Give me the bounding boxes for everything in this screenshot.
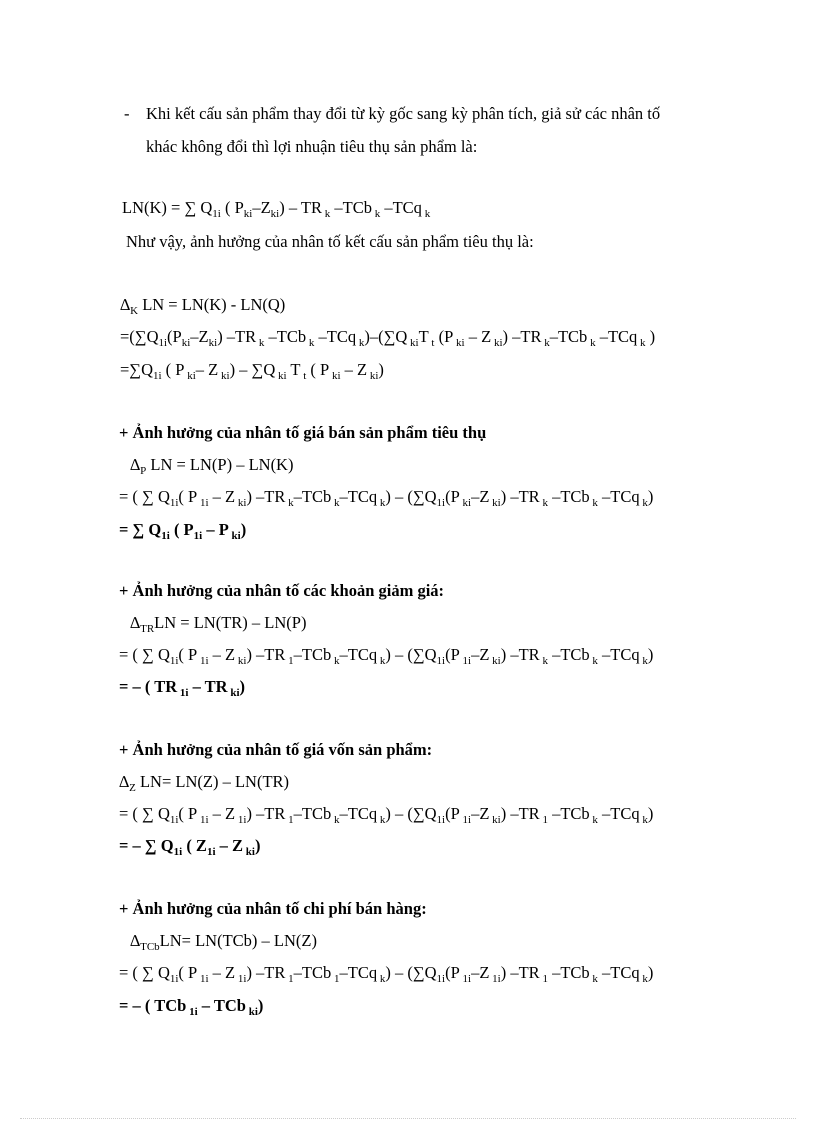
formula-text: –TCb: [264, 327, 307, 346]
formula-subscript: 1i: [169, 655, 179, 667]
formula-cost-delta: [119, 772, 289, 792]
formula-price-delta: [130, 455, 293, 475]
formula-text: = ( ∑ Q: [119, 804, 170, 823]
formula-text: LN = LN(P) – LN(K): [146, 455, 294, 474]
formula-text: ) –TR: [500, 804, 540, 823]
formula-text: ): [378, 360, 384, 379]
formula-price-result: [119, 520, 246, 540]
formula-discount-expansion: [119, 645, 653, 665]
formula-subscript: ki: [270, 208, 280, 220]
formula-text: = – ( TR: [119, 677, 178, 696]
formula-text: ): [647, 963, 654, 982]
heading-cost-effect: + Ảnh hưởng của nhân tố giá vốn sản phẩm:: [119, 740, 433, 759]
formula-subscript: k: [639, 814, 648, 826]
formula-selling-result: [119, 996, 263, 1016]
formula-text: ) – TR: [279, 198, 322, 217]
formula-text: T: [418, 327, 429, 346]
formula-text: ( P: [178, 645, 198, 664]
formula-text: ): [647, 487, 654, 506]
formula-subscript: TR: [140, 623, 155, 635]
formula-subscript: 1i: [197, 497, 209, 509]
formula-subscript: k: [256, 337, 265, 349]
formula-text: =(∑Q: [120, 327, 159, 346]
formula-text: –Z: [190, 327, 209, 346]
formula-subscript: 1i: [169, 973, 179, 985]
formula-text: ( P: [220, 198, 244, 217]
formula-subscript: 1i: [436, 655, 446, 667]
formula-text: ): [647, 804, 654, 823]
formula-text: = ( ∑ Q: [119, 963, 170, 982]
formula-subscript: k: [377, 497, 386, 509]
formula-subscript: k: [331, 655, 340, 667]
formula-text: –TCb: [293, 487, 332, 506]
formula-text: (P: [167, 327, 182, 346]
formula-subscript: ki: [181, 337, 191, 349]
formula-subscript: K: [130, 305, 139, 317]
formula-text: = ∑ Q: [119, 520, 162, 539]
formula-text: –TCq: [597, 487, 640, 506]
formula-text: – Z: [215, 836, 244, 855]
formula-text: ) –TR: [246, 963, 286, 982]
formula-text: ( Z: [182, 836, 207, 855]
formula-text: LN = LN(TR) – LN(P): [154, 613, 307, 632]
formula-subscript: 1i: [177, 687, 189, 699]
formula-text: –Z: [471, 804, 490, 823]
formula-text: (P: [445, 645, 460, 664]
bullet-dash: -: [124, 104, 130, 123]
formula-subscript: 1i: [169, 814, 179, 826]
formula-text: = ( ∑ Q: [119, 645, 170, 664]
formula-subscript: k: [589, 497, 598, 509]
formula-text: ) – (∑Q: [385, 804, 437, 823]
formula-subscript: 1i: [169, 497, 179, 509]
formula-subscript: 1i: [489, 973, 501, 985]
formula-subscript: ki: [491, 337, 503, 349]
formula-text: –TCb: [330, 198, 372, 217]
formula-subscript: t: [428, 337, 435, 349]
formula-subscript: ki: [329, 370, 341, 382]
intro-line-2: khác không đổi thì lợi nhuận tiêu thụ sản phẩm là:: [146, 137, 478, 156]
formula-text: –TCb: [547, 963, 590, 982]
formula-subscript: k: [331, 814, 340, 826]
formula-text: ): [647, 645, 654, 664]
formula-subscript: t: [300, 370, 307, 382]
formula-subscript: 1: [285, 655, 294, 667]
formula-text: LN = LN(K) - LN(Q): [138, 295, 286, 314]
formula-subscript: k: [306, 337, 315, 349]
formula-text: =∑Q: [120, 360, 153, 379]
formula-subscript: 1i: [212, 208, 221, 220]
formula-text: – P: [202, 520, 229, 539]
formula-subscript: ki: [235, 497, 247, 509]
formula-text: –TCb: [293, 963, 332, 982]
formula-text: ) –TR: [246, 645, 286, 664]
structure-intro-text: Như vậy, ảnh hưởng của nhân tố kết cấu sản phẩm tiêu thụ là:: [126, 232, 534, 251]
formula-text: –Z: [471, 645, 490, 664]
formula-text: ): [239, 677, 246, 696]
formula-text: ) –TR: [500, 487, 540, 506]
formula-subscript: 1i: [197, 973, 209, 985]
formula-text: ): [257, 996, 264, 1015]
formula-subscript: ki: [208, 337, 218, 349]
formula-text: –TCb: [547, 487, 590, 506]
formula-subscript: k: [589, 814, 598, 826]
formula-text: ) –TR: [246, 487, 286, 506]
formula-subscript: ki: [459, 497, 472, 509]
formula-subscript: k: [639, 973, 648, 985]
formula-text: ) –TR: [217, 327, 257, 346]
formula-text: ∆: [130, 613, 141, 632]
formula-text: ): [645, 327, 656, 346]
formula-selling-delta: [130, 931, 317, 951]
formula-subscript: k: [541, 337, 550, 349]
formula-text: –Z: [252, 198, 271, 217]
formula-subscript: k: [639, 497, 648, 509]
formula-subscript: 1i: [235, 814, 247, 826]
formula-text: –TCb: [547, 804, 590, 823]
formula-subscript: 1i: [235, 973, 247, 985]
formula-text: –TCq: [597, 804, 640, 823]
formula-subscript: ki: [228, 530, 241, 542]
formula-subscript: 1i: [459, 655, 472, 667]
formula-discount-delta: [130, 613, 306, 633]
formula-subscript: P: [140, 465, 147, 477]
formula-text: LN= LN(Z) – LN(TR): [135, 772, 290, 791]
formula-subscript: ki: [243, 208, 253, 220]
heading-price-effect: + Ảnh hưởng của nhân tố giá bán sản phẩm tiêu thụ: [119, 423, 487, 442]
formula-subscript: k: [331, 497, 340, 509]
formula-text: ( P: [169, 520, 194, 539]
formula-subscript: ki: [489, 655, 501, 667]
formula-text: ( P: [178, 487, 198, 506]
formula-text: ∆: [130, 931, 141, 950]
formula-subscript: Z: [129, 782, 136, 794]
formula-subscript: ki: [453, 337, 465, 349]
formula-subscript: 1i: [158, 337, 168, 349]
formula-price-expansion: [119, 487, 653, 507]
formula-subscript: ki: [489, 814, 501, 826]
formula-text: ) – (∑Q: [385, 963, 437, 982]
formula-subscript: 1: [285, 973, 294, 985]
formula-subscript: 1i: [436, 973, 446, 985]
formula-text: – TR: [188, 677, 228, 696]
formula-text: –TCb: [549, 327, 588, 346]
formula-text: – Z: [208, 963, 236, 982]
formula-subscript: 1i: [459, 814, 472, 826]
formula-subscript: ki: [245, 1006, 258, 1018]
formula-subscript: k: [322, 208, 331, 220]
heading-selling-effect: + Ảnh hưởng của nhân tố chi phí bán hàng:: [119, 899, 427, 918]
formula-structure-delta: [120, 295, 285, 315]
formula-text: –TCq: [339, 487, 378, 506]
formula-subscript: k: [539, 655, 548, 667]
formula-text: LN= LN(TCb) – LN(Z): [159, 931, 317, 950]
formula-text: ∆: [130, 455, 141, 474]
formula-text: ( P: [306, 360, 330, 379]
formula-text: – TCb: [197, 996, 246, 1015]
formula-subscript: k: [589, 973, 598, 985]
formula-subscript: 1i: [436, 497, 446, 509]
formula-subscript: 1: [331, 973, 340, 985]
formula-text: ∆: [119, 772, 130, 791]
formula-text: = ( ∑ Q: [119, 487, 170, 506]
formula-text: T: [286, 360, 301, 379]
formula-text: ): [254, 836, 261, 855]
formula-subscript: 1i: [173, 846, 183, 858]
formula-subscript: 1: [285, 814, 294, 826]
formula-subscript: ki: [489, 497, 501, 509]
formula-text: – Z: [340, 360, 368, 379]
formula-subscript: 1i: [186, 1006, 198, 1018]
formula-text: (P: [445, 963, 460, 982]
formula-text: – Z: [208, 487, 236, 506]
formula-text: –TCb: [293, 804, 332, 823]
formula-text: (P: [445, 487, 460, 506]
formula-subscript: ki: [235, 655, 247, 667]
formula-subscript: k: [587, 337, 596, 349]
formula-subscript: ki: [367, 370, 379, 382]
formula-subscript: 1i: [193, 530, 203, 542]
formula-structure-result: [120, 360, 384, 380]
formula-text: ∆: [120, 295, 131, 314]
formula-text: ) –TR: [500, 963, 540, 982]
formula-discount-result: [119, 677, 245, 697]
formula-text: – Z: [208, 645, 236, 664]
formula-text: –TCb: [293, 645, 332, 664]
formula-text: ): [240, 520, 247, 539]
formula-text: = – ( TCb: [119, 996, 187, 1015]
formula-text: ) – (∑Q: [385, 645, 437, 664]
formula-text: ) – ∑Q: [229, 360, 276, 379]
formula-subscript: k: [637, 337, 646, 349]
formula-subscript: 1i: [152, 370, 162, 382]
formula-text: – Z: [464, 327, 492, 346]
formula-text: – Z: [208, 804, 236, 823]
formula-subscript: k: [377, 814, 386, 826]
formula-ln-k: [122, 198, 430, 218]
formula-cost-result: [119, 836, 260, 856]
formula-subscript: k: [377, 655, 386, 667]
formula-subscript: k: [589, 655, 598, 667]
formula-text: –TCq: [597, 963, 640, 982]
formula-subscript: k: [285, 497, 294, 509]
formula-subscript: ki: [407, 337, 419, 349]
formula-subscript: k: [377, 973, 386, 985]
formula-subscript: k: [539, 497, 548, 509]
formula-text: ) – (∑Q: [385, 487, 437, 506]
formula-subscript: k: [639, 655, 648, 667]
formula-subscript: 1i: [197, 814, 209, 826]
formula-text: –Z: [471, 963, 490, 982]
formula-subscript: k: [421, 208, 431, 220]
formula-text: ) –TR: [246, 804, 286, 823]
formula-text: –TCq: [339, 804, 378, 823]
formula-text: –TCq: [597, 645, 640, 664]
formula-subscript: ki: [227, 687, 240, 699]
formula-text: –TCq: [339, 645, 378, 664]
formula-subscript: 1i: [206, 846, 216, 858]
formula-text: –TCq: [595, 327, 638, 346]
formula-text: LN(K) = ∑ Q: [122, 198, 213, 217]
formula-text: ( P: [161, 360, 185, 379]
formula-cost-expansion: [119, 804, 653, 824]
formula-subscript: TCb: [140, 941, 160, 953]
formula-subscript: ki: [243, 846, 255, 858]
heading-discount-effect: + Ảnh hưởng của nhân tố các khoản giảm giá:: [119, 581, 445, 600]
formula-text: (P: [445, 804, 460, 823]
formula-subscript: k: [371, 208, 381, 220]
formula-subscript: 1i: [459, 973, 472, 985]
formula-subscript: ki: [275, 370, 287, 382]
formula-subscript: ki: [218, 370, 230, 382]
formula-text: ( P: [178, 804, 198, 823]
formula-subscript: 1i: [436, 814, 446, 826]
formula-text: –TCq: [314, 327, 357, 346]
formula-text: –TCq: [339, 963, 378, 982]
formula-subscript: 1: [539, 814, 548, 826]
formula-text: (P: [434, 327, 454, 346]
formula-subscript: ki: [184, 370, 196, 382]
formula-text: ( P: [178, 963, 198, 982]
formula-text: –Z: [471, 487, 490, 506]
formula-structure-expansion: [120, 327, 655, 347]
intro-line-1: Khi kết cấu sản phẩm thay đổi từ kỳ gốc sang kỳ phân tích, giả sử các nhân tố: [146, 104, 661, 123]
formula-text: –TCq: [380, 198, 422, 217]
formula-text: ) –TR: [500, 645, 540, 664]
page-bottom-rule: [20, 1118, 796, 1119]
formula-text: – Z: [195, 360, 219, 379]
formula-subscript: 1i: [161, 530, 170, 542]
formula-subscript: 1i: [197, 655, 209, 667]
formula-subscript: 1: [539, 973, 548, 985]
formula-text: –TCb: [547, 645, 590, 664]
formula-subscript: k: [356, 337, 365, 349]
formula-text: ) –TR: [502, 327, 542, 346]
formula-text: = – ∑ Q: [119, 836, 174, 855]
formula-selling-expansion: [119, 963, 653, 983]
formula-text: )–(∑Q: [364, 327, 408, 346]
